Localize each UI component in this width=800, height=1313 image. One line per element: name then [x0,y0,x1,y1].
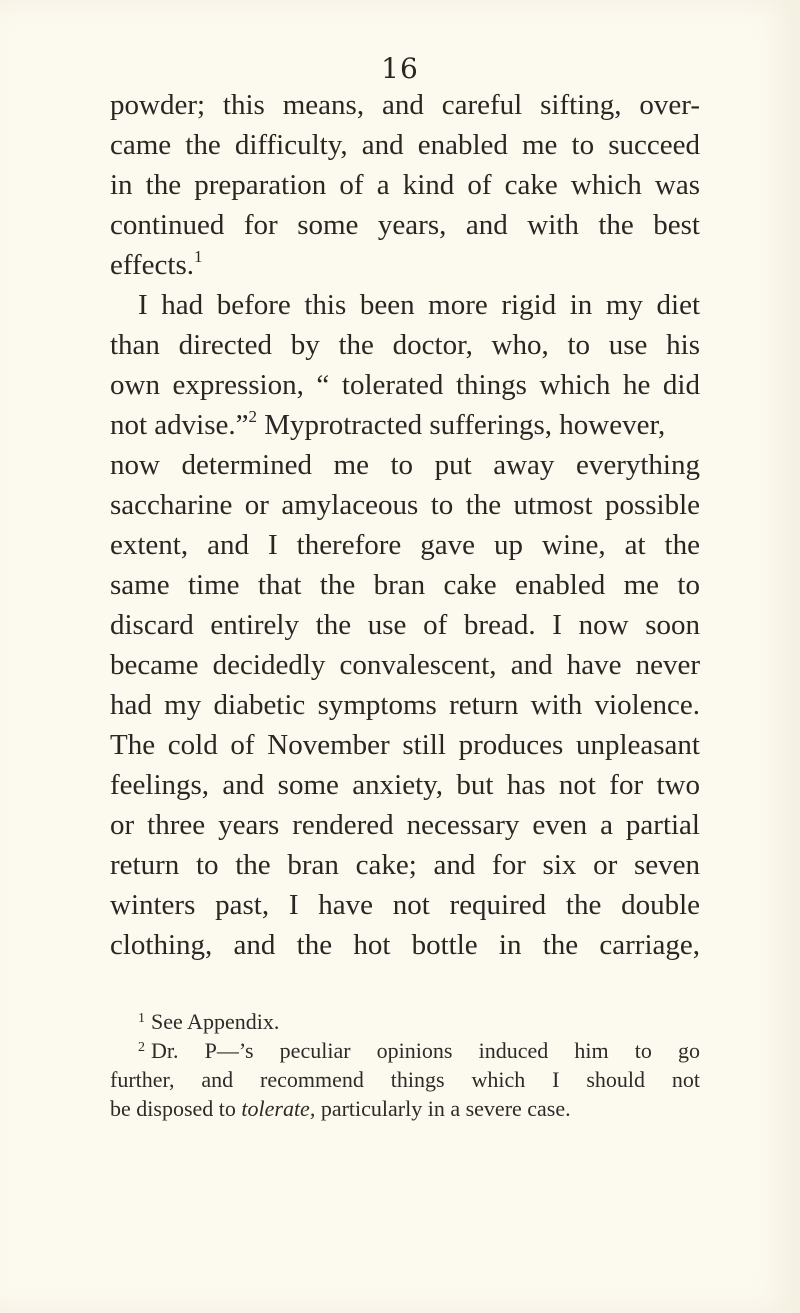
footnote-text: Dr. P—’s peculiar opinions induced him to go [151,1038,700,1063]
text-fragment: effects. [110,249,194,281]
text-line: discard entirely the use of bread. I now soon [110,609,700,641]
text-line: now determined me to put away everything [110,449,700,481]
footnote-1 [110,1007,700,1036]
text-fragment: Myprotracted sufferings, however, [264,409,666,441]
footnote-italic: tolerate, [241,1096,316,1121]
footnote-ref-2: 2 [248,407,258,426]
text-line: or three years rendered necessary even a partial [110,809,700,841]
text-line: own expression, “ tolerated things which he did [110,369,700,401]
text-line [110,405,700,445]
footnote-mark: 1 [138,1011,145,1026]
text-line: came the difficulty, and enabled me to succeed [110,129,700,161]
footnote-mark: 2 [138,1040,145,1055]
text-line: clothing, and the hot bottle in the carriage, [110,929,700,961]
text-line: return to the bran cake; and for six or seven [110,849,700,881]
text-line: continued for some years, and with the best [110,209,700,241]
footnote-text: See Appendix. [151,1009,280,1034]
text-line: winters past, I have not required the double [110,889,700,921]
text-line: became decidedly convalescent, and have never [110,649,700,681]
text-line [110,245,700,285]
text-line: I had before this been more rigid in my diet [138,289,700,321]
footnote-text: be disposed to [110,1096,242,1121]
page-number: 16 [381,52,419,85]
text-line: feelings, and some anxiety, but has not for two [110,769,700,801]
text-line: than directed by the doctor, who, to use his [110,329,700,361]
text-line: in the preparation of a kind of cake which was [110,169,700,201]
text-line: extent, and I therefore gave up wine, at the [110,529,700,561]
text-line: The cold of November still produces unpleasant [110,729,700,761]
footnote-line [110,1094,700,1123]
text-fragment: not advise.” [110,409,249,441]
footnote-line: further, and recommend things which I should not [110,1067,700,1092]
text-line: saccharine or amylaceous to the utmost possible [110,489,700,521]
text-line: had my diabetic symptoms return with violence. [110,689,700,721]
text-line: same time that the bran cake enabled me to [110,569,700,601]
footnote-2 [110,1036,700,1065]
footnote-text: particularly in a severe case. [315,1096,571,1121]
footnotes [110,1007,700,1123]
footnote-ref-1: 1 [194,247,203,266]
body-text [110,85,700,965]
text-line: powder; this means, and careful sifting, over- [110,89,700,121]
